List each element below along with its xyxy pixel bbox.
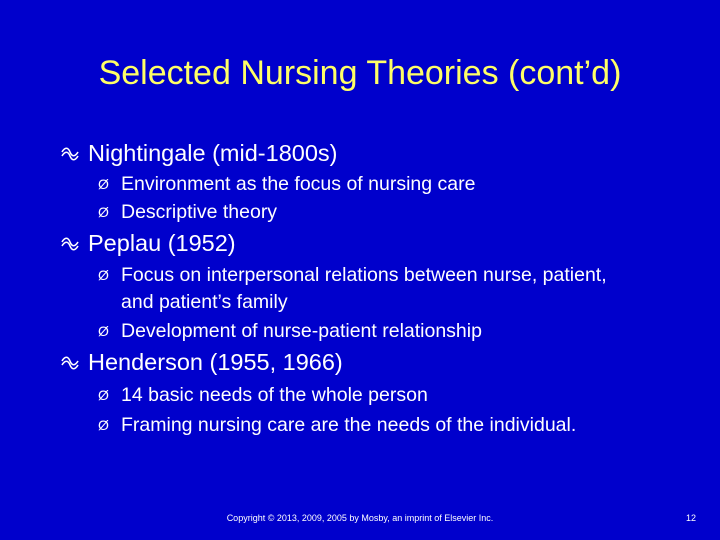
section-heading-label: Peplau (1952) (88, 230, 236, 256)
page-number: 12 (686, 513, 697, 523)
arrow-bullet-icon: Ø (98, 204, 109, 220)
scroll-bullet-icon (60, 233, 80, 253)
arrow-bullet-icon: Ø (98, 417, 109, 433)
scroll-bullet-icon (60, 143, 80, 163)
sub-point-text: Focus on interpersonal relations between nurse, patient, and patient’s family (121, 264, 607, 313)
arrow-bullet-icon: Ø (98, 323, 109, 339)
arrow-bullet-icon: Ø (98, 176, 109, 192)
arrow-bullet-icon: Ø (98, 387, 109, 403)
section-heading-label: Henderson (1955, 1966) (88, 349, 343, 375)
arrow-bullet-icon: Ø (98, 267, 109, 283)
section-heading-label: Nightingale (mid-1800s) (88, 140, 338, 166)
scroll-bullet-icon (60, 352, 80, 372)
slide-title: Selected Nursing Theories (cont’d) (98, 54, 622, 92)
copyright-footer: Copyright © 2013, 2009, 2005 by Mosby, an imprint of Elsevier Inc. (226, 513, 494, 523)
sub-point-text: Descriptive theory (121, 201, 278, 223)
sub-point-text: Framing nursing care are the needs of the individual. (121, 414, 577, 436)
sub-point-text: Environment as the focus of nursing care (121, 173, 476, 195)
sub-point-text: 14 basic needs of the whole person (121, 384, 428, 406)
sub-point-text: Development of nurse-patient relationship (121, 320, 482, 342)
